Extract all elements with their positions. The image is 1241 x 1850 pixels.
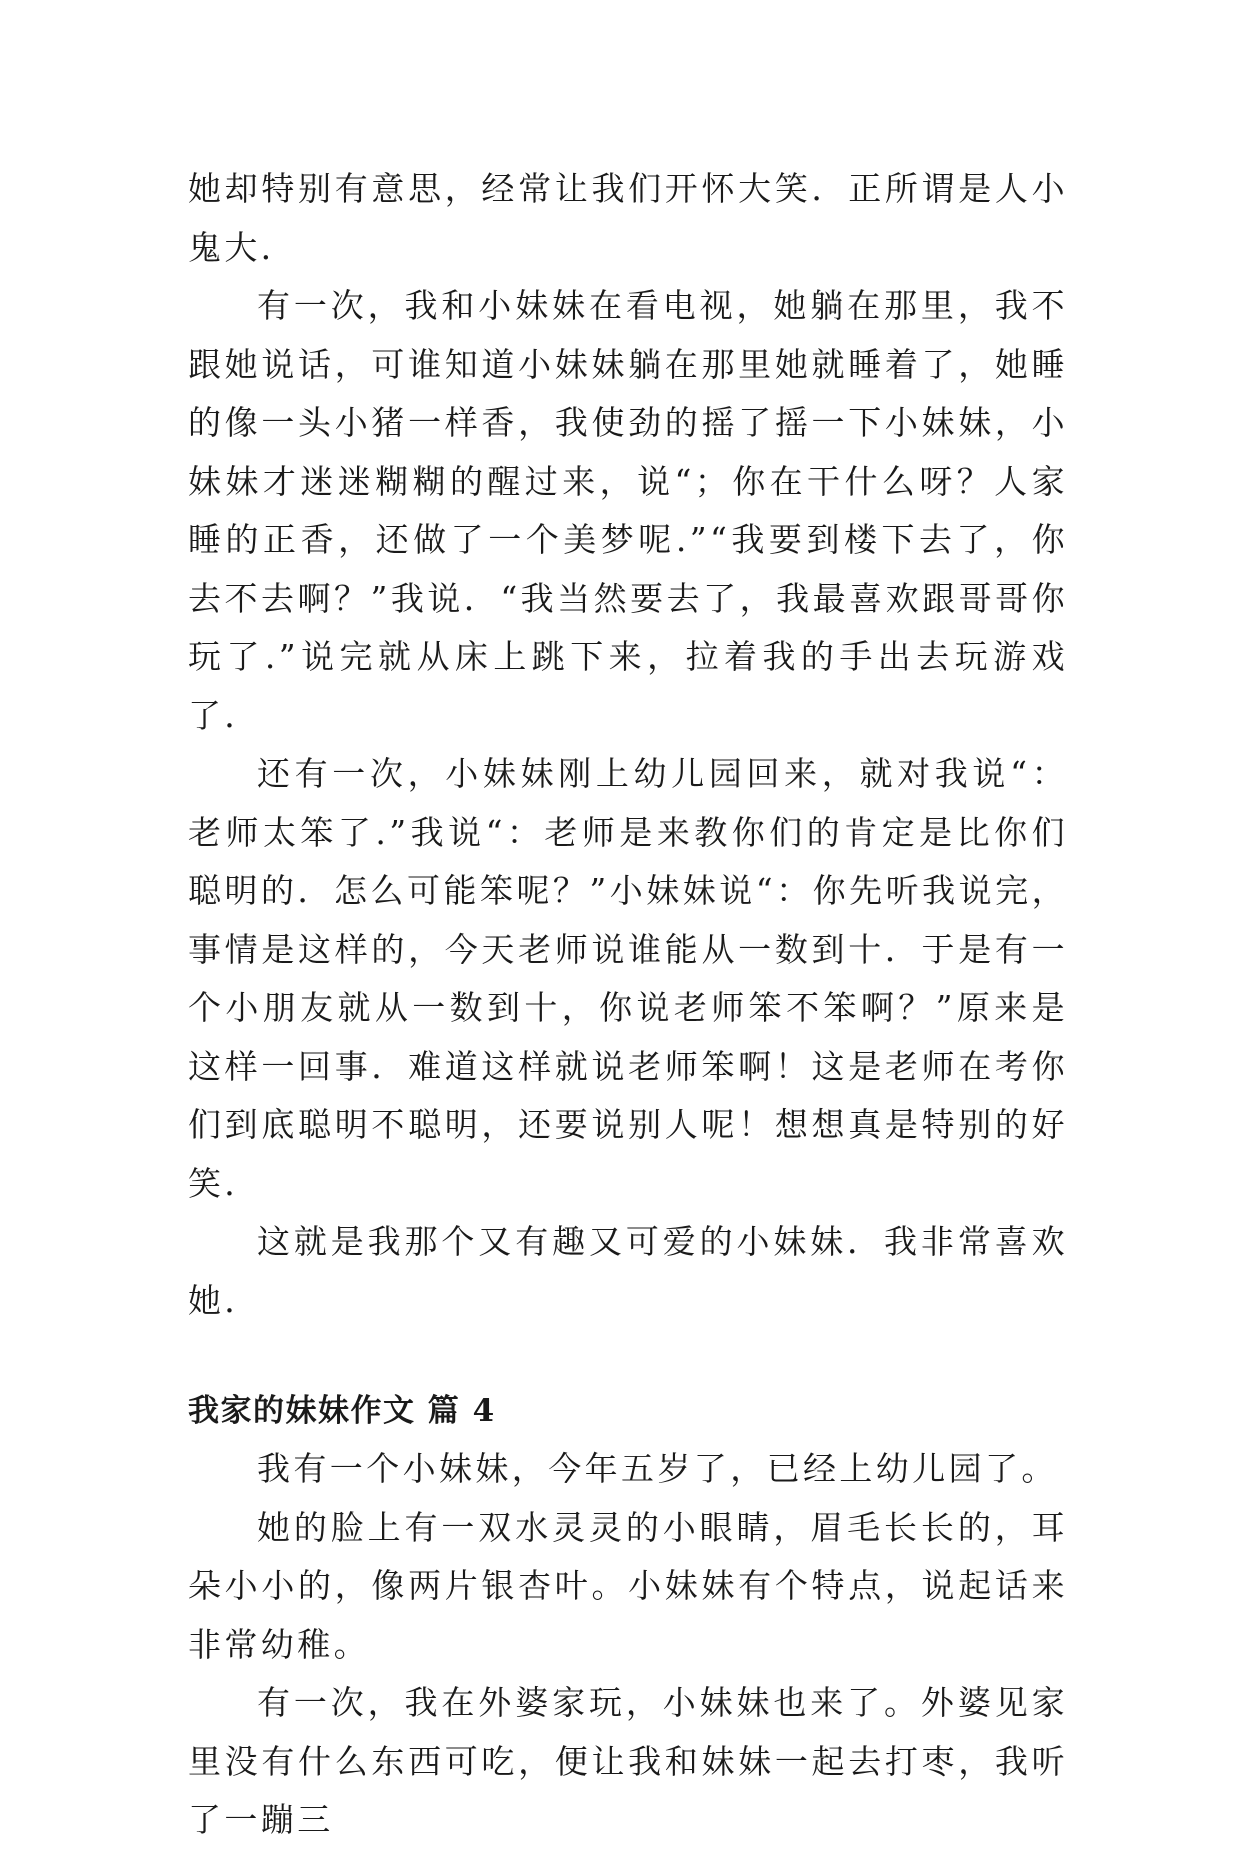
paragraph-4: 这就是我那个又有趣又可爱的小妹妹．我非常喜欢她． [188,1222,1068,1320]
document-page [188,160,1068,1850]
section-spacer [188,1330,1068,1382]
paragraph-6: 她的脸上有一双水灵灵的小眼睛，眉毛长长的，耳朵小小的，像两片银杏叶。小妹妹有个特点，说起话来非常幼稚。 [188,1507,1068,1664]
paragraph-5: 我有一个小妹妹，今年五岁了，已经上幼儿园了。 [257,1449,1058,1488]
paragraph-2: 有一次，我和小妹妹在看电视，她躺在那里，我不跟她说话，可谁知道小妹妹躺在那里她就睡着了，她睡的像一头小猪一样香，我使劲的摇了摇一下小妹妹，小妹妹才迷迷糊糊的醒过来，说“；你在干什么呀？人家睡的正香，还做了一个美梦呢.”“我要到楼下去了，你去不去啊？”我说．“我当然要去了，我最喜欢跟哥哥你玩了.”说完就从床上跳下来，拉着我的手出去玩游戏了． [188,286,1068,735]
paragraph-1: 她却特别有意思，经常让我们开怀大笑．正所谓是人小鬼大． [188,169,1068,267]
paragraph-7: 有一次，我在外婆家玩，小妹妹也来了。外婆见家里没有什么东西可吃，便让我和妹妹一起去打枣，我听了一蹦三 [188,1683,1068,1839]
section-heading: 我家的妹妹作文 篇 4 [188,1393,496,1429]
paragraph-3: 还有一次，小妹妹刚上幼儿园回来，就对我说“：老师太笨了.”我说“：老师是来教你们的肯定是比你们聪明的．怎么可能笨呢？”小妹妹说“：你先听我说完，事情是这样的，今天老师说谁能从一数到十．于是有一个小朋友就从一数到十，你说老师笨不笨啊？”原来是这样一回事．难道这样就说老师笨啊！这是老师在考你们到底聪明不聪明，还要说别人呢！想想真是特别的好笑． [188,754,1068,1203]
